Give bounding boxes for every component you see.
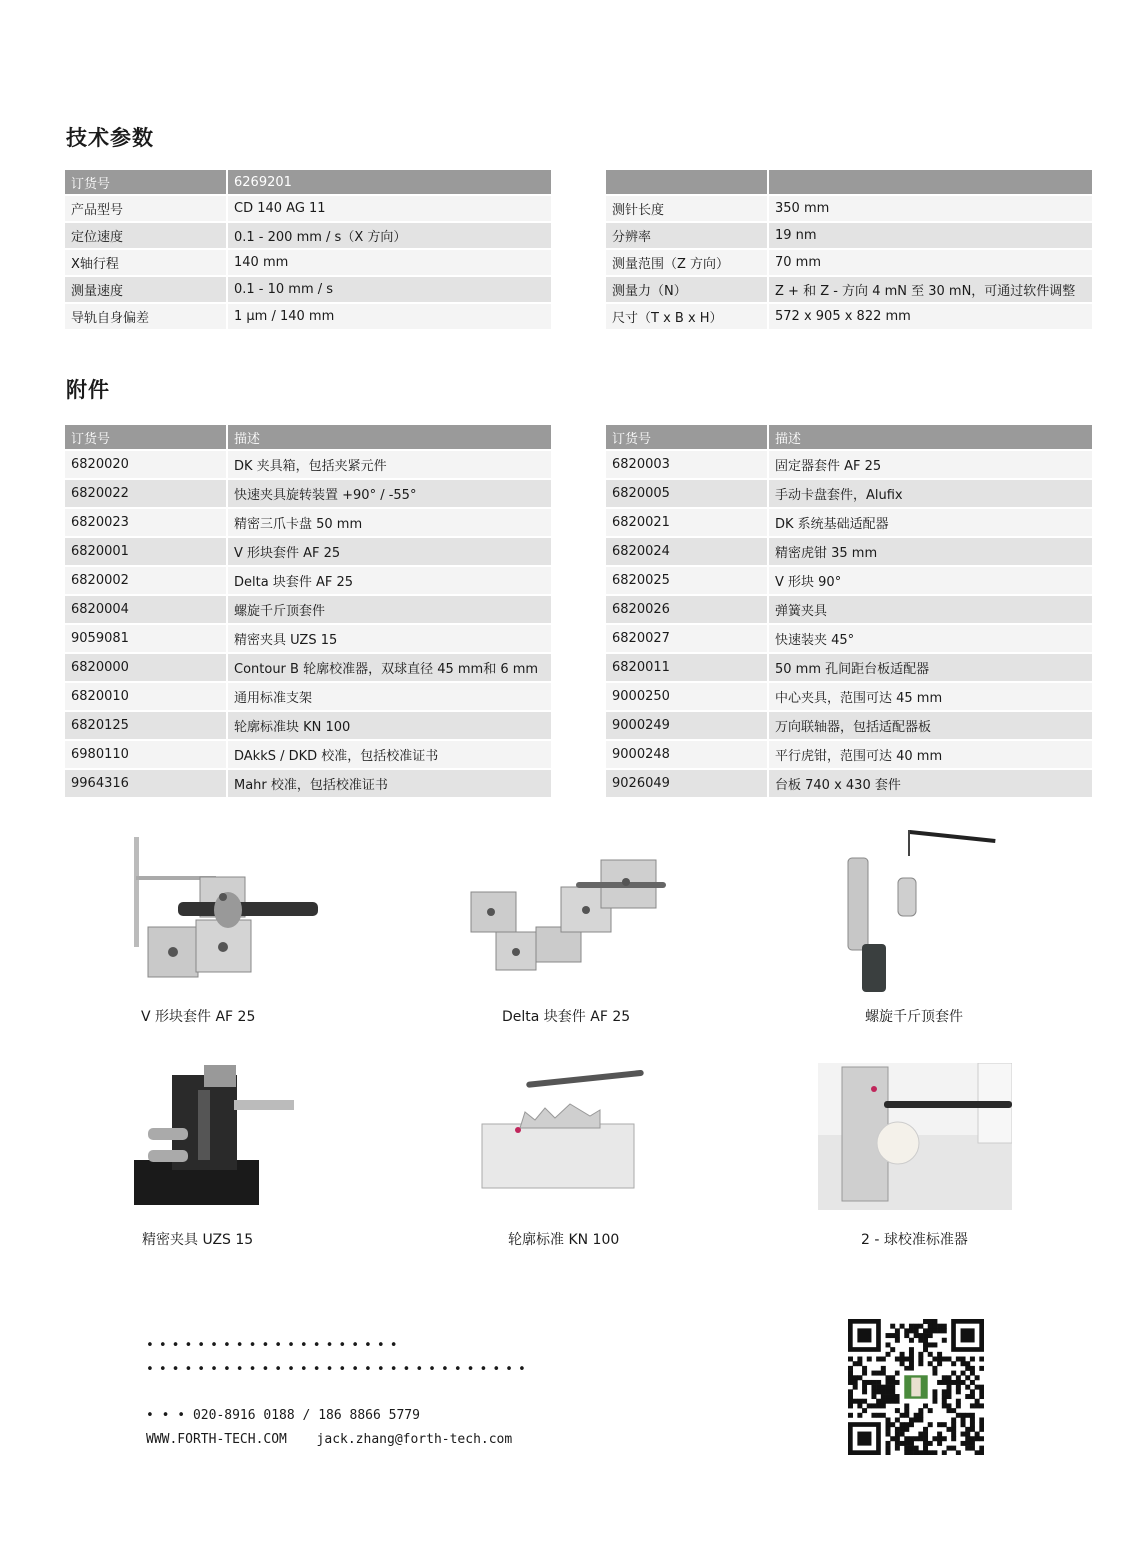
- table-cell-key: 尺寸（T x B x H）: [606, 304, 769, 331]
- header-cell: 订货号: [65, 170, 228, 196]
- table-row: [65, 277, 551, 304]
- table-cell-value: Mahr 校准，包括校准证书: [228, 770, 551, 799]
- table-row: [606, 304, 1092, 331]
- table-cell-key: 测量范围（Z 方向）: [606, 250, 769, 277]
- table-cell-value: DK 系统基础适配器: [769, 509, 1092, 538]
- table-row: [606, 480, 1092, 509]
- tech-spec-table-right: [606, 170, 1092, 331]
- header-cell: 描述: [769, 425, 1092, 451]
- table-row: [606, 509, 1092, 538]
- table-row: [65, 625, 551, 654]
- table-cell-key: 9026049: [606, 770, 769, 799]
- table-cell-value: 精密三爪卡盘 50 mm: [228, 509, 551, 538]
- header-cell: [606, 170, 769, 196]
- table-row: [606, 596, 1092, 625]
- table-row: [606, 770, 1092, 799]
- header-cell: 订货号: [65, 425, 228, 451]
- photo-caption: 轮廓标准 KN 100: [508, 1232, 620, 1248]
- table-cell-key: X轴行程: [65, 250, 228, 277]
- table-row: [65, 223, 551, 250]
- header-cell: 6269201: [228, 170, 551, 196]
- table-cell-value: 140 mm: [228, 250, 551, 277]
- table-cell-key: 产品型号: [65, 196, 228, 223]
- table-cell-value: CD 140 AG 11: [228, 196, 551, 223]
- table-cell-key: 6820000: [65, 654, 228, 683]
- table-cell-key: 9964316: [65, 770, 228, 799]
- tech-specs-title: 技术参数: [66, 126, 154, 150]
- table-cell-value: 万向联轴器，包括适配器板: [769, 712, 1092, 741]
- phone-prefix-dots: • • •: [146, 1408, 186, 1423]
- table-cell-value: DAkkS / DKD 校准，包括校准证书: [228, 741, 551, 770]
- table-cell-key: 6820027: [606, 625, 769, 654]
- table-cell-value: 轮廓标准块 KN 100: [228, 712, 551, 741]
- table-cell-value: 50 mm 孔间距台板适配器: [769, 654, 1092, 683]
- accessories-table-left: [65, 425, 551, 799]
- phone-number: 020-8916 0188 / 186 8866 5779: [192, 1408, 420, 1423]
- table-cell-value: DK 夹具箱，包括夹紧元件: [228, 451, 551, 480]
- photo-caption: V 形块套件 AF 25: [141, 1009, 256, 1025]
- table-row: [606, 223, 1092, 250]
- header-cell: [769, 170, 1092, 196]
- delta-block-kit-photo: [466, 852, 666, 972]
- table-row: [65, 770, 551, 799]
- table-cell-value: 350 mm: [769, 196, 1092, 223]
- table-cell-key: 6820005: [606, 480, 769, 509]
- table-cell-value: 弹簧夹具: [769, 596, 1092, 625]
- table-cell-value: 0.1 - 10 mm / s: [228, 277, 551, 304]
- table-row: [65, 480, 551, 509]
- table-cell-value: 19 nm: [769, 223, 1092, 250]
- table-cell-key: 9000250: [606, 683, 769, 712]
- table-cell-key: 测量力（N）: [606, 277, 769, 304]
- table-row: [606, 683, 1092, 712]
- table-cell-value: V 形块套件 AF 25: [228, 538, 551, 567]
- table-row: [606, 250, 1092, 277]
- table-row: [606, 196, 1092, 223]
- table-row: [606, 741, 1092, 770]
- table-cell-value: 平行虎钳，范围可达 40 mm: [769, 741, 1092, 770]
- table-header-row: [606, 170, 1092, 196]
- table-cell-value: 0.1 - 200 mm / s（X 方向）: [228, 223, 551, 250]
- table-row: [606, 712, 1092, 741]
- table-row: [606, 567, 1092, 596]
- table-cell-value: Z + 和 Z - 方向 4 mN 至 30 mN，可通过软件调整: [769, 277, 1092, 304]
- table-cell-key: 测针长度: [606, 196, 769, 223]
- footer-dots-line-1: ••••••••••••••••••••: [146, 1338, 403, 1353]
- table-cell-value: 螺旋千斤顶套件: [228, 596, 551, 625]
- qr-code-image: [848, 1319, 984, 1455]
- tech-spec-table-left: [65, 170, 551, 331]
- table-row: [65, 741, 551, 770]
- accessories-title: 附件: [66, 378, 110, 402]
- table-cell-key: 6820020: [65, 451, 228, 480]
- photo-caption: Delta 块套件 AF 25: [502, 1009, 631, 1025]
- table-cell-key: 6980110: [65, 741, 228, 770]
- precision-fixture-photo: [134, 1060, 296, 1208]
- table-cell-key: 导轨自身偏差: [65, 304, 228, 331]
- accessories-table-right: [606, 425, 1092, 799]
- table-cell-key: 6820021: [606, 509, 769, 538]
- table-row: [65, 567, 551, 596]
- table-row: [606, 451, 1092, 480]
- table-cell-key: 6820011: [606, 654, 769, 683]
- table-cell-value: 快速装夹 45°: [769, 625, 1092, 654]
- table-cell-key: 9059081: [65, 625, 228, 654]
- table-cell-key: 6820002: [65, 567, 228, 596]
- table-cell-value: 572 x 905 x 822 mm: [769, 304, 1092, 331]
- table-cell-key: 6820004: [65, 596, 228, 625]
- table-cell-value: Contour B 轮廓校准器，双球直径 45 mm和 6 mm: [228, 654, 551, 683]
- table-cell-value: 台板 740 x 430 套件: [769, 770, 1092, 799]
- table-row: [65, 196, 551, 223]
- table-cell-value: 快速夹具旋转装置 +90° / -55°: [228, 480, 551, 509]
- table-row: [606, 277, 1092, 304]
- table-cell-key: 6820026: [606, 596, 769, 625]
- table-cell-value: 1 μm / 140 mm: [228, 304, 551, 331]
- table-row: [65, 712, 551, 741]
- table-header-row: [65, 425, 551, 451]
- table-row: [606, 654, 1092, 683]
- table-cell-key: 6820125: [65, 712, 228, 741]
- table-cell-value: V 形块 90°: [769, 567, 1092, 596]
- table-cell-key: 6820022: [65, 480, 228, 509]
- table-cell-key: 6820023: [65, 509, 228, 538]
- table-row: [65, 683, 551, 712]
- table-cell-key: 定位速度: [65, 223, 228, 250]
- header-cell: 订货号: [606, 425, 769, 451]
- table-cell-key: 6820003: [606, 451, 769, 480]
- website-link[interactable]: WWW.FORTH-TECH.COM: [146, 1432, 287, 1447]
- table-cell-key: 9000248: [606, 741, 769, 770]
- footer-phone: [146, 1408, 420, 1423]
- table-row: [65, 250, 551, 277]
- table-row: [65, 509, 551, 538]
- table-cell-value: 精密夹具 UZS 15: [228, 625, 551, 654]
- two-ball-calibration-standard-photo: [818, 1063, 1012, 1210]
- table-cell-key: 分辨率: [606, 223, 769, 250]
- table-row: [65, 304, 551, 331]
- table-cell-value: 中心夹具，范围可达 45 mm: [769, 683, 1092, 712]
- footer-dots-line-2: ••••••••••••••••••••••••••••••: [146, 1362, 531, 1377]
- table-row: [65, 538, 551, 567]
- table-cell-value: 手动卡盘套件，Alufix: [769, 480, 1092, 509]
- table-header-row: [606, 425, 1092, 451]
- table-cell-value: 通用标准支架: [228, 683, 551, 712]
- table-row: [606, 625, 1092, 654]
- table-cell-key: 测量速度: [65, 277, 228, 304]
- screw-jack-kit-photo: [840, 826, 1000, 996]
- v-block-kit-photo: [128, 832, 338, 982]
- table-cell-value: 固定器套件 AF 25: [769, 451, 1092, 480]
- table-cell-value: Delta 块套件 AF 25: [228, 567, 551, 596]
- contour-standard-kn100-photo: [480, 1070, 646, 1194]
- table-row: [65, 596, 551, 625]
- photo-caption: 2 - 球校准标准器: [861, 1232, 968, 1248]
- table-cell-key: 6820010: [65, 683, 228, 712]
- table-cell-key: 6820025: [606, 567, 769, 596]
- photo-caption: 精密夹具 UZS 15: [142, 1232, 254, 1248]
- table-cell-value: 70 mm: [769, 250, 1092, 277]
- header-cell: 描述: [228, 425, 551, 451]
- table-cell-key: 6820001: [65, 538, 228, 567]
- footer-web-email: [146, 1432, 512, 1447]
- photo-caption: 螺旋千斤顶套件: [865, 1009, 963, 1025]
- email-link[interactable]: jack.zhang@forth-tech.com: [316, 1432, 513, 1447]
- table-header-row: [65, 170, 551, 196]
- table-cell-value: 精密虎钳 35 mm: [769, 538, 1092, 567]
- table-cell-key: 6820024: [606, 538, 769, 567]
- table-row: [606, 538, 1092, 567]
- table-row: [65, 451, 551, 480]
- table-cell-key: 9000249: [606, 712, 769, 741]
- table-row: [65, 654, 551, 683]
